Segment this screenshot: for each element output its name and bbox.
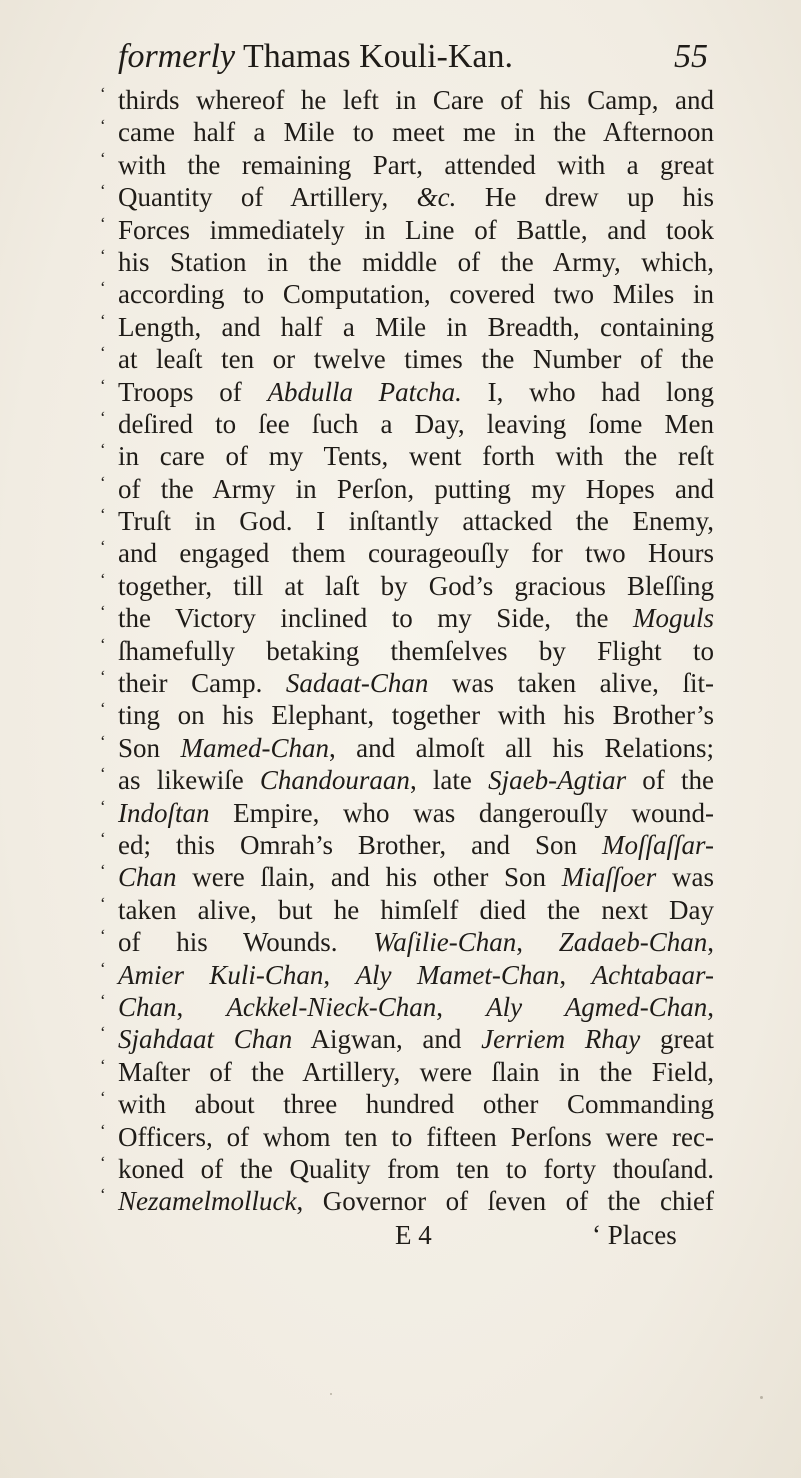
- page-number: 55: [674, 38, 708, 75]
- line-text: [118, 1056, 714, 1088]
- text-line: [0, 311, 801, 343]
- quotation-mark: ‘: [100, 181, 106, 201]
- roman-segment: He drew up his: [456, 182, 714, 213]
- italic-segment: Chan: [118, 862, 177, 893]
- italic-segment: Sjahdaat Chan: [118, 1024, 293, 1055]
- roman-segment: of the: [626, 765, 714, 796]
- text-line: [0, 376, 801, 408]
- quotation-mark: ‘: [100, 375, 106, 395]
- line-text: [118, 84, 714, 116]
- roman-segment: was taken alive, ſit-: [428, 668, 714, 699]
- roman-segment: , Governor of ſeven of the chief: [296, 1186, 714, 1217]
- text-line: [0, 1185, 801, 1217]
- text-line: [0, 1056, 801, 1088]
- roman-segment: Maſter of the Artillery, were ſlain in the Field,: [118, 1056, 714, 1087]
- quotation-mark: ‘: [100, 213, 106, 233]
- roman-segment: according to Computation, covered two Miles in: [118, 279, 714, 310]
- quotation-mark: ‘: [100, 245, 106, 265]
- quotation-mark: ‘: [100, 1120, 106, 1140]
- text-line: [0, 1088, 801, 1120]
- roman-segment: ,: [559, 959, 592, 990]
- line-text: [118, 1153, 714, 1185]
- roman-segment: ting on his Elephant, together with his Brother’s: [118, 700, 714, 731]
- quotation-mark: ‘: [100, 1185, 106, 1205]
- quotation-mark: ‘: [100, 764, 106, 784]
- line-text: [118, 894, 714, 926]
- quotation-mark: ‘: [100, 828, 106, 848]
- text-line: [0, 797, 801, 829]
- italic-segment: Abdulla Patcha.: [267, 376, 462, 407]
- roman-segment: ,: [176, 991, 227, 1022]
- paper-speck: [760, 1396, 763, 1399]
- quotation-mark: ‘: [100, 699, 106, 719]
- italic-segment: Sadaat-Chan: [285, 668, 429, 699]
- text-line: [0, 116, 801, 148]
- italic-segment: Chan: [118, 991, 177, 1022]
- quotation-mark: ‘: [100, 505, 106, 525]
- line-text: [118, 116, 714, 148]
- line-text: [118, 408, 714, 440]
- text-line: [0, 667, 801, 699]
- page-footer: [0, 1218, 801, 1252]
- text-line: [0, 473, 801, 505]
- italic-segment: Aly Agmed-Chan: [486, 991, 708, 1022]
- roman-segment: ſhamefully betaking themſelves by Flight to: [118, 635, 714, 666]
- line-text: [118, 181, 714, 213]
- line-text: [118, 537, 714, 569]
- text-line: [0, 764, 801, 796]
- roman-segment: Length, and half a Mile in Breadth, containing: [118, 311, 714, 342]
- quotation-mark: ‘: [100, 569, 106, 589]
- roman-segment: Truſt in God. I inſtantly attacked the Enemy,: [118, 506, 714, 537]
- quotation-mark: ‘: [100, 407, 106, 427]
- quotation-mark: ‘: [100, 440, 106, 460]
- quotation-mark: ‘: [100, 1088, 106, 1108]
- quotation-mark: ‘: [100, 861, 106, 881]
- italic-segment: Miaſſoer: [561, 862, 657, 893]
- roman-segment: Aigwan, and: [292, 1024, 482, 1055]
- quotation-mark: ‘: [100, 84, 106, 103]
- roman-segment: Son: [118, 732, 181, 763]
- text-line: [0, 84, 801, 116]
- roman-segment: in care of my Tents, went forth with the reſt: [118, 441, 714, 472]
- running-title: [118, 38, 513, 76]
- quotation-mark: ‘: [100, 472, 106, 492]
- roman-segment: Empire, who was dangerouſly wound-: [209, 797, 714, 828]
- text-line: [0, 1153, 801, 1185]
- roman-segment: ,: [707, 927, 715, 958]
- quotation-mark: ‘: [100, 893, 106, 913]
- italic-segment: &c.: [416, 182, 457, 213]
- line-text: [118, 959, 714, 991]
- text-line: [0, 343, 801, 375]
- roman-segment: ,: [516, 927, 559, 958]
- roman-segment: great: [640, 1024, 714, 1055]
- line-text: [118, 861, 714, 893]
- roman-segment: thirds whereof he left in Care of his Camp, and: [118, 85, 714, 115]
- running-title-italic: formerly: [118, 38, 236, 75]
- italic-segment: Chandouraan: [259, 765, 410, 796]
- roman-segment: Quantity of Artillery,: [118, 182, 417, 213]
- paper-speck: [330, 1393, 332, 1395]
- text-line: [0, 699, 801, 731]
- italic-segment: Sjaeb-Agtiar: [488, 765, 627, 796]
- line-text: [118, 473, 714, 505]
- italic-segment: Jerriem Rhay: [481, 1024, 641, 1055]
- text-line: [0, 829, 801, 861]
- roman-segment: deſired to ſee ſuch a Day, leaving ſome Men: [118, 408, 714, 439]
- line-text: [118, 991, 714, 1023]
- text-line: [0, 246, 801, 278]
- quotation-mark: ‘: [100, 602, 106, 622]
- quotation-mark: ‘: [100, 116, 106, 136]
- quotation-mark: ‘: [100, 148, 106, 168]
- roman-segment: together, till at laſt by God’s gracious Bleſſing: [118, 570, 714, 601]
- roman-segment: ,: [707, 991, 714, 1022]
- text-line: [0, 602, 801, 634]
- roman-segment: his Station in the middle of the Army, which,: [118, 246, 714, 277]
- quotation-mark: ‘: [100, 1152, 106, 1172]
- quotation-mark: ‘: [100, 278, 106, 298]
- italic-segment: Moguls: [633, 603, 714, 634]
- italic-segment: Aly Mamet-Chan: [355, 959, 560, 990]
- quotation-mark: ‘: [100, 958, 106, 978]
- italic-segment: Mamed-Chan: [180, 732, 329, 763]
- running-title-roman: Thamas Kouli-Kan.: [235, 38, 514, 75]
- roman-segment: ed; this Omrah’s Brother, and Son: [118, 829, 603, 860]
- line-text: [118, 667, 714, 699]
- line-text: [118, 376, 714, 408]
- line-text: [118, 602, 714, 634]
- text-line: [0, 505, 801, 537]
- quotation-mark: ‘: [100, 990, 106, 1010]
- roman-segment: and engaged them courageouſly for two Hours: [118, 538, 714, 569]
- quotation-mark: ‘: [100, 343, 106, 363]
- italic-segment: Indoſtan: [118, 797, 210, 828]
- text-line: [0, 440, 801, 472]
- roman-segment: I, who had long: [461, 376, 714, 407]
- text-line: [0, 181, 801, 213]
- text-line: [0, 149, 801, 181]
- line-text: [118, 1088, 714, 1120]
- line-text: [118, 1023, 714, 1055]
- roman-segment: of the Army in Perſon, putting my Hopes and: [118, 473, 714, 504]
- roman-segment: Forces immediately in Line of Battle, and took: [118, 214, 714, 245]
- roman-segment: ,: [323, 959, 356, 990]
- text-line: [0, 214, 801, 246]
- text-line: [0, 1023, 801, 1055]
- roman-segment: as likewiſe: [118, 765, 260, 796]
- text-line: [0, 278, 801, 310]
- roman-segment: , and almoſt all his Relations;: [328, 732, 714, 763]
- roman-segment: their Camp.: [118, 668, 286, 699]
- line-text: [118, 764, 714, 796]
- italic-segment: Achtabaar-: [591, 959, 715, 990]
- italic-segment: Nezamelmolluck: [118, 1186, 297, 1217]
- line-text: [118, 505, 714, 537]
- italic-segment: Moſſaſſar-: [602, 829, 714, 860]
- text-line: [0, 570, 801, 602]
- signature-mark: E 4: [395, 1219, 432, 1250]
- line-text: [118, 343, 714, 375]
- roman-segment: at leaſt ten or twelve times the Number of the: [118, 344, 714, 375]
- body-text: [0, 84, 801, 1252]
- line-text: [118, 149, 714, 181]
- quotation-mark: ‘: [100, 1023, 106, 1043]
- italic-segment: Zadaeb-Chan: [558, 927, 708, 958]
- text-line: [0, 991, 801, 1023]
- quotation-mark: ‘: [100, 1055, 106, 1075]
- line-text: [118, 635, 714, 667]
- text-line: [0, 861, 801, 893]
- text-line: [0, 926, 801, 958]
- quotation-mark: ‘: [100, 537, 106, 557]
- roman-segment: with about three hundred other Commanding: [118, 1089, 714, 1120]
- line-text: [118, 732, 714, 764]
- text-line: [0, 894, 801, 926]
- text-line: [0, 635, 801, 667]
- roman-segment: Troops of: [118, 376, 268, 407]
- quotation-mark: ‘: [100, 310, 106, 330]
- quotation-mark: ‘: [100, 731, 106, 751]
- italic-segment: Ackkel-Nieck-Chan: [226, 991, 437, 1022]
- line-text: [118, 1121, 714, 1153]
- line-text: [118, 699, 714, 731]
- quotation-mark: ‘: [100, 667, 106, 687]
- italic-segment: Amier Kuli-Chan: [118, 959, 324, 990]
- quotation-mark: ‘: [100, 926, 106, 946]
- roman-segment: taken alive, but he himſelf died the next Day: [118, 894, 714, 925]
- line-text: [118, 311, 714, 343]
- text-line: [0, 732, 801, 764]
- roman-segment: the Victory inclined to my Side, the: [118, 603, 633, 634]
- text-line: [0, 959, 801, 991]
- roman-segment: koned of the Quality from ten to forty thouſand.: [118, 1153, 714, 1184]
- roman-segment: of his Wounds.: [118, 927, 374, 958]
- roman-segment: with the remaining Part, attended with a great: [118, 149, 714, 180]
- line-text: [118, 829, 714, 861]
- quotation-mark: ‘: [100, 634, 106, 654]
- italic-segment: Waſilie-Chan: [373, 927, 517, 958]
- quotation-mark: ‘: [100, 796, 106, 816]
- roman-segment: Officers, of whom ten to fifteen Perſons were rec-: [118, 1121, 714, 1152]
- roman-segment: ,: [436, 991, 487, 1022]
- line-text: [118, 570, 714, 602]
- line-text: [118, 797, 714, 829]
- catchword: ‘ Places: [592, 1219, 677, 1250]
- line-text: [118, 440, 714, 472]
- roman-segment: , late: [409, 765, 489, 796]
- roman-segment: was: [656, 862, 714, 893]
- roman-segment: were ſlain, and his other Son: [176, 862, 562, 893]
- text-line: [0, 408, 801, 440]
- line-text: [118, 214, 714, 246]
- text-line: [0, 537, 801, 569]
- roman-segment: came half a Mile to meet me in the Afternoon: [118, 117, 714, 148]
- line-text: [118, 1185, 714, 1217]
- line-text: [118, 246, 714, 278]
- line-text: [118, 926, 714, 958]
- page-header: [118, 38, 708, 86]
- text-line: [0, 1121, 801, 1153]
- line-text: [118, 278, 714, 310]
